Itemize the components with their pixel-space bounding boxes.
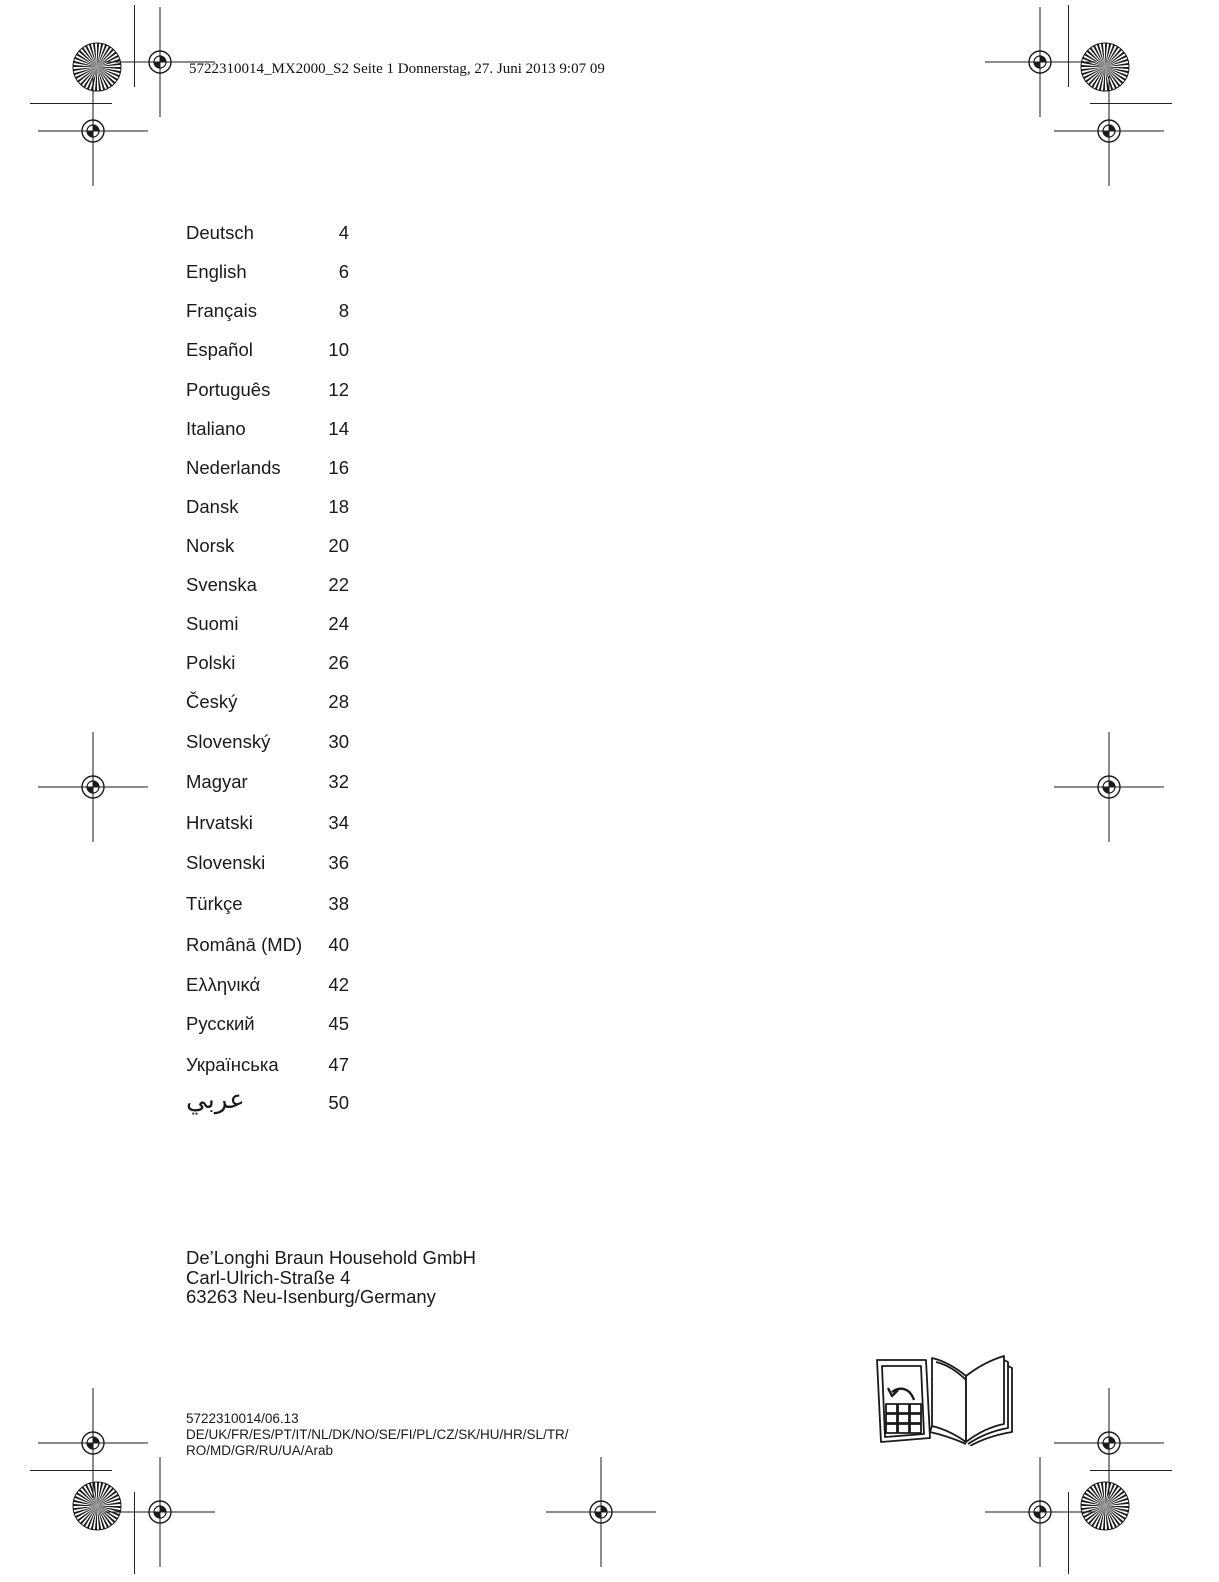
toc-row — [186, 973, 366, 997]
toc-row — [186, 770, 366, 794]
toc-row — [186, 573, 366, 597]
toc-language: Polski — [186, 652, 236, 673]
toc-language: Русский — [186, 1013, 255, 1034]
toc-row — [186, 260, 366, 284]
instruction-manual-icon — [874, 1352, 1020, 1446]
toc-language: Český — [186, 691, 238, 712]
toc-language: Ελληνικά — [186, 974, 261, 995]
registration-mark-icon — [38, 732, 148, 842]
toc-page-number: 8 — [338, 300, 349, 321]
toc-row — [186, 338, 366, 362]
toc-language: Українська — [186, 1054, 279, 1075]
toc-row — [186, 612, 366, 636]
toc-page-number: 42 — [328, 974, 349, 995]
toc-language: Slovenský — [186, 731, 271, 752]
toc-page-number: 28 — [328, 691, 349, 712]
registration-mark-icon — [1054, 76, 1164, 186]
toc-language: Norsk — [186, 535, 235, 556]
toc-row — [186, 892, 366, 916]
registration-mark-icon — [546, 1457, 656, 1567]
toc-page-number: 26 — [328, 652, 349, 673]
toc-page-number: 12 — [328, 379, 349, 400]
toc-language: Deutsch — [186, 222, 254, 243]
toc-language: Magyar — [186, 771, 248, 792]
toc-row — [186, 1084, 366, 1115]
toc-language: Español — [186, 339, 253, 360]
language-codes-line: RO/MD/GR/RU/UA/Arab — [186, 1443, 334, 1458]
toc-page-number: 50 — [328, 1092, 349, 1113]
registration-mark-icon — [985, 1457, 1095, 1567]
toc-row — [186, 651, 366, 675]
toc-page-number: 18 — [328, 496, 349, 517]
toc-row — [186, 933, 366, 957]
toc-page-number: 4 — [338, 222, 349, 243]
toc-language: Hrvatski — [186, 812, 253, 833]
toc-row — [186, 690, 366, 714]
toc-language: Suomi — [186, 613, 239, 634]
toc-language: Dansk — [186, 496, 239, 517]
toc-language: Português — [186, 379, 271, 400]
toc-page-number: 30 — [328, 731, 349, 752]
toc-page-number: 22 — [328, 574, 349, 595]
toc-language: Nederlands — [186, 457, 281, 478]
document-number: 5722310014/06.13 — [186, 1411, 299, 1426]
toc-page-number: 38 — [328, 893, 349, 914]
toc-language: Slovenski — [186, 852, 266, 873]
registration-mark-icon — [38, 76, 148, 186]
registration-mark-icon — [1054, 732, 1164, 842]
toc-page-number: 40 — [328, 934, 349, 955]
toc-language: Svenska — [186, 574, 257, 595]
toc-page-number: 45 — [328, 1013, 349, 1034]
language-codes-line: DE/UK/FR/ES/PT/IT/NL/DK/NO/SE/FI/PL/CZ/SK/HU/HR/SL/TR/ — [186, 1427, 569, 1442]
toc-page-number: 47 — [328, 1054, 349, 1075]
toc-page-number: 20 — [328, 535, 349, 556]
toc-row — [186, 495, 366, 519]
company-name: De’Longhi Braun Household GmbH — [186, 1247, 477, 1268]
toc-page-number: 6 — [338, 261, 349, 282]
toc-row — [186, 1012, 366, 1036]
toc-page-number: 14 — [328, 418, 349, 439]
toc-language: Italiano — [186, 418, 246, 439]
toc-page-number: 34 — [328, 812, 349, 833]
toc-language: English — [186, 261, 247, 282]
toc-language: Românā (MD) — [186, 934, 303, 955]
print-slug: 5722310014_MX2000_S2 Seite 1 Donnerstag, 27. Juni 2013 9:07 09 — [189, 61, 605, 77]
toc-language: عربي — [186, 1084, 245, 1114]
city-address: 63263 Neu-Isenburg/Germany — [186, 1286, 436, 1307]
toc-row — [186, 378, 366, 402]
toc-row — [186, 534, 366, 558]
registration-mark-icon — [105, 1457, 215, 1567]
manufacturer-address — [186, 1248, 476, 1307]
toc-row — [186, 417, 366, 441]
toc-row — [186, 456, 366, 480]
toc-page-number: 36 — [328, 852, 349, 873]
toc-page-number: 24 — [328, 613, 349, 634]
toc-language: Türkçe — [186, 893, 243, 914]
document-codes — [186, 1411, 569, 1459]
toc-row — [186, 1053, 366, 1077]
street-address: Carl-Ulrich-Straße 4 — [186, 1266, 351, 1288]
toc-page-number: 10 — [328, 339, 349, 360]
toc-page-number: 32 — [328, 771, 349, 792]
toc-row — [186, 221, 366, 245]
toc-row — [186, 851, 366, 875]
toc-page-number: 16 — [328, 457, 349, 478]
toc-row — [186, 299, 366, 323]
toc-language: Français — [186, 300, 257, 321]
toc-row — [186, 730, 366, 754]
toc-row — [186, 811, 366, 835]
